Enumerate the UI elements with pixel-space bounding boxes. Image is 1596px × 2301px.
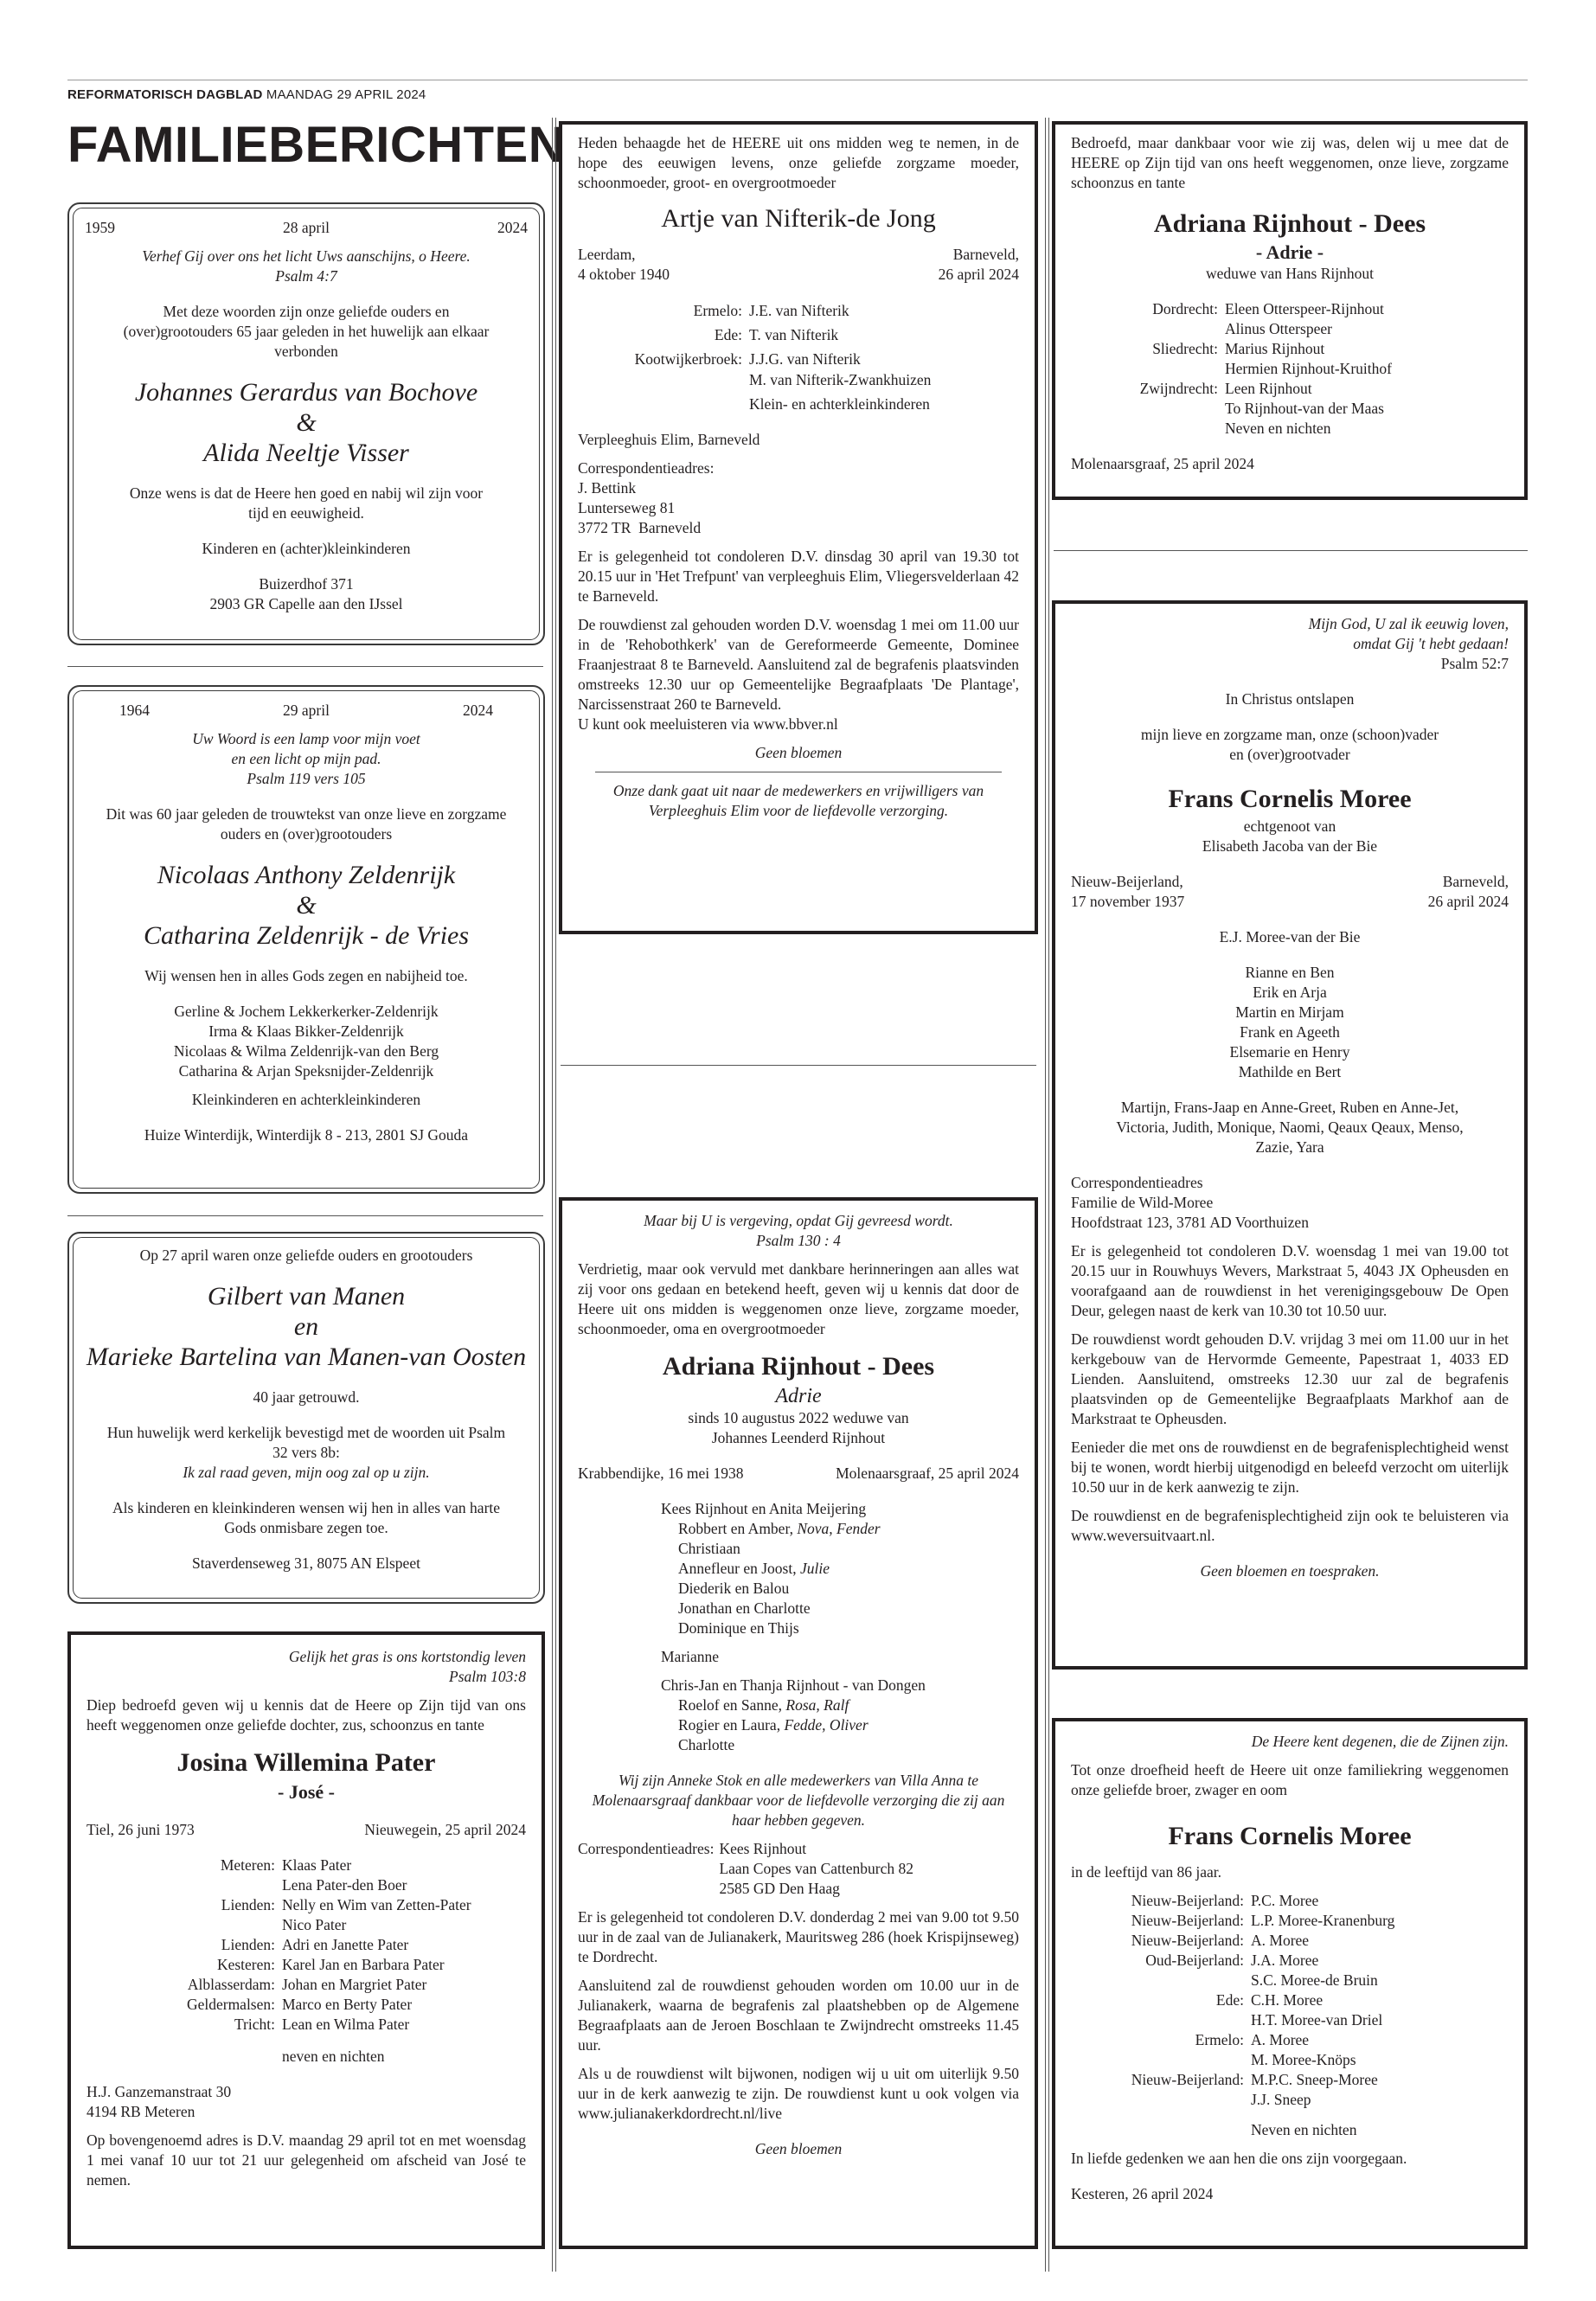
relative-name: T. van Nifterik	[749, 326, 839, 343]
year-end: 2024	[462, 702, 493, 719]
correspondence-label: Correspondentieadres:	[578, 459, 715, 477]
year-start: 1964	[119, 702, 150, 719]
newspaper-name: REFORMATORISCH DAGBLAD	[67, 87, 263, 102]
place: Dordrecht:	[1152, 300, 1218, 317]
family-line	[661, 1559, 1019, 1579]
correspondence-label: Correspondentieadres	[1071, 1174, 1203, 1191]
spouse-line-1: echtgenoot van	[1243, 817, 1336, 835]
relative-name: Marco en Berty Pater	[282, 1996, 413, 2013]
ad-van-nifterik	[559, 121, 1038, 934]
relative-row	[1123, 299, 1392, 339]
ad-rijnhout-family	[559, 1197, 1038, 2249]
relative-row	[119, 1935, 471, 1955]
widow-line: weduwe van Hans Rijnhout	[1206, 265, 1374, 282]
address-line-2: 4194 RB Meteren	[87, 2103, 195, 2120]
wish-text: Onze wens is dat de Heere hen goed en nabij wil zijn voor tijd en eeuwigheid.	[129, 484, 484, 522]
grandchildren: Kleinkinderen en achterkleinkinderen	[191, 1091, 421, 1108]
relative-name: M.P.C. Sneep-Moree	[1251, 2071, 1378, 2088]
born-date: 17 november 1937	[1071, 893, 1185, 910]
relative-name: C.H. Moree	[1251, 1991, 1324, 2009]
name-wife: Marieke Bartelina van Manen-van Oosten	[86, 1343, 527, 1371]
relative-row	[119, 2015, 471, 2035]
grandchildren: Martijn, Frans-Jaap en Anne-Greet, Ruben en Anne-Jet, Victoria, Judith, Monique, Naomi, Qeaux Qeaux, Menso, Zazie, Yara	[1116, 1099, 1464, 1156]
place: Nieuw-Beijerland:	[1131, 2071, 1244, 2088]
child-4: Catharina & Arjan Speksnijder-Zeldenrijk	[178, 1062, 434, 1080]
place: Tricht:	[234, 2016, 275, 2033]
correspondence-line: Laan Copes van Cattenburch 82	[719, 1860, 913, 1877]
condolence-text: Er is gelegenheid tot condoleren D.V. woensdag 1 mei van 19.00 tot 20.15 uur in Rouwhuys Wevers, Markstraat 5, 4043 JX Opheusden en voorafgaand aan de rouwdienst in het verenigingsgebouw De Open Deur, gelegen naast de kerk van 10.30 tot 10.50 uur.	[1071, 1242, 1509, 1319]
bible-quote: De Heere kent degenen, die de Zijnen zijn.	[1251, 1733, 1509, 1750]
family-children: Rosa, Ralf	[785, 1696, 849, 1714]
relatives-table	[1106, 1891, 1394, 2140]
family-list	[661, 1499, 1019, 1755]
family-line: Chris-Jan en Thanja Rijnhout - van Dongen	[661, 1676, 926, 1694]
relatives-table	[1123, 299, 1392, 439]
place: Ede:	[1215, 1991, 1244, 2009]
relative-row	[1123, 379, 1392, 439]
dates-row	[1071, 872, 1509, 912]
relative-row	[1106, 1951, 1394, 1990]
born: Krabbendijke, 16 mei 1938	[578, 1465, 744, 1482]
address-line-2: 2903 GR Capelle aan den IJssel	[209, 595, 403, 612]
child-2: Irma & Klaas Bikker-Zeldenrijk	[208, 1022, 404, 1040]
ad-rijnhout-inlaws	[1052, 121, 1528, 500]
relative-row	[1106, 2070, 1394, 2110]
family-line: Marianne	[661, 1648, 720, 1665]
relative-name: Johan en Margriet Pater	[282, 1976, 427, 1993]
relative-name: Eleen Otterspeer-Rijnhout	[1225, 300, 1384, 317]
intro-text: Dit was 60 jaar geleden de trouwtekst van onze lieve en zorgzame ouders en (over)grootouders	[106, 805, 507, 843]
nephews: neven en nichten	[282, 2048, 385, 2065]
relative-name: J.A. Moree	[1251, 1952, 1319, 1969]
relative-name: M. van Nifterik-Zwankhuizen	[749, 371, 932, 388]
born-place: Nieuw-Beijerland,	[1071, 873, 1183, 890]
column-divider-1b	[555, 118, 556, 2272]
relative-name: To Rijnhout-van der Maas	[1225, 400, 1384, 417]
relative-row	[119, 1856, 471, 1895]
relative-name: A. Moree	[1251, 1932, 1310, 1949]
conjunction: en	[293, 1312, 319, 1341]
bible-reference: Psalm 4:7	[275, 267, 337, 285]
address-line-1: H.J. Ganzemanstraat 30	[87, 2083, 232, 2100]
deceased-name: Adriana Rijnhout - Dees	[662, 1352, 935, 1381]
listen-text: U kunt ook meeluisteren via www.bbver.nl	[578, 715, 838, 733]
family-children: Julie	[799, 1560, 830, 1577]
attend-text: Eenieder die met ons de rouwdienst en de begrafenisplechtigheid wenst bij te wonen, wordt hierbij uitgenodigd en beleefd verzocht om uiterlijk 10.50 uur in de kerk aanwezig te zijn.	[1071, 1439, 1509, 1496]
dates-row	[87, 1820, 526, 1840]
place: Ermelo:	[1195, 2031, 1244, 2048]
correspondence-line: Familie de Wild-Moree	[1071, 1194, 1214, 1211]
header-text	[67, 87, 1528, 102]
listen-text: De rouwdienst en de begrafenisplechtigheid zijn ook te beluisteren via www.weversuitvaart.nl.	[1071, 1507, 1509, 1544]
remember-text: In liefde gedenken we aan hen die ons zijn voorgegaan.	[1071, 2150, 1407, 2167]
relative-name: Alinus Otterspeer	[1225, 320, 1332, 337]
intro-text: Tot onze droefheid heeft de Heere uit onze familiekring weggenomen onze geliefde broer, zwager en oom	[1071, 1761, 1509, 1798]
relative-row	[1106, 2030, 1394, 2070]
relative-name: Lean en Wilma Pater	[282, 2016, 410, 2033]
column-divider-1	[552, 118, 553, 2272]
widow-name: E.J. Moree-van der Bie	[1219, 928, 1361, 945]
intro-text: Diep bedroefd geven wij u kennis dat de Heere op Zijn tijd van ons heeft weggenomen onze geliefde dochter, zus, schoonzus en tante	[87, 1696, 526, 1734]
family-line: Charlotte	[678, 1736, 735, 1753]
address-line-1: Buizerdhof 371	[259, 575, 354, 593]
bible-reference: Psalm 130 : 4	[756, 1232, 841, 1249]
intro-text: Bedroefd, maar dankbaar voor wie zij was, delen wij u mee dat de HEERE op Zijn tijd van ons heeft weggenomen, onze lieve, zorgzame schoonzus en tante	[1071, 134, 1509, 191]
place: Nieuw-Beijerland:	[1131, 1912, 1244, 1929]
issue-date: MAANDAG 29 APRIL 2024	[266, 87, 426, 102]
child-3: Nicolaas & Wilma Zeldenrijk-van den Berg	[173, 1042, 439, 1060]
family-line	[661, 1715, 1019, 1735]
family-text: Roelof en Sanne,	[678, 1696, 786, 1714]
relative-name: J.E. van Nifterik	[749, 302, 849, 319]
relative-row	[1106, 1891, 1394, 1911]
years-married: 40 jaar getrouwd.	[253, 1388, 360, 1406]
nephews: Neven en nichten	[1251, 2121, 1357, 2138]
family-children: Nova, Fender	[797, 1520, 881, 1537]
relatives-table	[612, 300, 931, 414]
place: Kootwijkerbroek:	[634, 350, 742, 368]
relative-row	[1123, 339, 1392, 379]
grandchildren: Klein- en achterkleinkinderen	[749, 395, 930, 413]
service-text: De rouwdienst wordt gehouden D.V. vrijdag 3 mei om 11.00 uur in het kerkgebouw van de Hervormde Gemeente, Papestraat 1, 4033 ED Lienden. Aansluitend, omstreeks 12.30 uur zal de begrafenis plaatsvinden op de Gemeentelijke Begraafplaats Markhof aan de Markstraat te Opheusden.	[1071, 1330, 1509, 1427]
family-line: Dominique en Thijs	[678, 1619, 799, 1637]
no-flowers: Geen bloemen en toespraken.	[1200, 1562, 1380, 1580]
location: Verpleeghuis Elim, Barneveld	[578, 431, 760, 448]
relative-name: Nico Pater	[282, 1916, 347, 1933]
condolence-text: Er is gelegenheid tot condoleren D.V. donderdag 2 mei van 9.00 tot 9.50 uur in de zaal van de Julianakerk, Mauritsweg 286 (hoek Krispijnseweg) te Dordrecht.	[578, 1908, 1019, 1965]
correspondence-line: Hoofdstraat 123, 3781 AD Voorthuizen	[1071, 1214, 1309, 1231]
relative-name: Lena Pater-den Boer	[282, 1876, 407, 1894]
relative-name: M. Moree-Knöps	[1251, 2051, 1356, 2068]
footer: Kesteren, 26 april 2024	[1071, 2185, 1214, 2202]
relative-name: S.C. Moree-de Bruin	[1251, 1971, 1378, 1989]
deceased-name: Frans Cornelis Moree	[1168, 785, 1412, 813]
nickname: - Adrie -	[1255, 241, 1324, 263]
column-divider-2	[1045, 118, 1046, 2272]
relative-row	[119, 1995, 471, 2015]
relative-name: P.C. Moree	[1251, 1892, 1319, 1909]
name-husband: Gilbert van Manen	[207, 1282, 406, 1311]
born-place: Leerdam,	[578, 246, 636, 263]
separator	[1054, 550, 1528, 551]
correspondence-line: Kees Rijnhout	[719, 1840, 807, 1857]
relative-name: Klaas Pater	[282, 1856, 352, 1874]
bible-reference: Psalm 103:8	[449, 1668, 526, 1685]
page-header	[67, 80, 1528, 102]
year-start: 1959	[85, 219, 115, 236]
anniversary-date: 29 april	[283, 702, 330, 719]
dates-row	[578, 245, 1019, 285]
child: Frank en Ageeth	[1240, 1023, 1340, 1041]
child-1: Gerline & Jochem Lekkerkerker-Zeldenrijk	[174, 1003, 439, 1020]
name-wife: Catharina Zeldenrijk - de Vries	[143, 921, 470, 950]
place: Lienden:	[221, 1936, 275, 1953]
deceased-name: Josina Willemina Pater	[176, 1748, 436, 1777]
family-line: Christiaan	[678, 1540, 740, 1557]
column-divider-2b	[1048, 118, 1049, 2272]
separator	[561, 1065, 1036, 1066]
relative-row	[612, 300, 931, 321]
family-text: Robbert en Amber,	[678, 1520, 798, 1537]
relative-name: A. Moree	[1251, 2031, 1310, 2048]
relative-row	[1106, 1931, 1394, 1951]
name-husband: Nicolaas Anthony Zeldenrijk	[157, 861, 456, 889]
bible-reference: Psalm 119 vers 105	[247, 770, 366, 787]
died: Nieuwegein, 25 april 2024	[364, 1821, 526, 1838]
relative-name: Marius Rijnhout	[1225, 340, 1325, 357]
date-row	[85, 701, 528, 721]
attend-text: Als u de rouwdienst wilt bijwonen, nodigen wij u uit om uiterlijk 9.50 uur in de kerk aanwezig te zijn. De rouwdienst kunt u ook volgen via www.julianakerkdordrecht.nl/live	[578, 2065, 1019, 2122]
name-husband: Johannes Gerardus van Bochove	[134, 378, 478, 407]
place: Alblasserdam:	[187, 1976, 275, 1993]
relative-name: J.J.G. van Nifterik	[749, 350, 861, 368]
date-row	[85, 218, 528, 238]
bible-quote: Gelijk het gras is ons kortstondig leven	[288, 1648, 526, 1665]
signed-by: Kinderen en (achter)kleinkinderen	[202, 540, 411, 557]
no-flowers: Geen bloemen	[754, 744, 843, 761]
family-line	[661, 1519, 1019, 1539]
year-end: 2024	[497, 219, 528, 236]
visit-text: Op bovengenoemd adres is D.V. maandag 29 april tot en met woensdag 1 mei vanaf 10 uur tot 21 uur gelegenheid om afscheid van José te nemen.	[87, 2131, 526, 2189]
family-text: Rogier en Laura,	[678, 1716, 785, 1734]
relative-name: L.P. Moree-Kranenburg	[1251, 1912, 1395, 1929]
relative-row	[119, 1955, 471, 1975]
relative-row	[1106, 1911, 1394, 1931]
ad-moree-family	[1052, 600, 1528, 1670]
relative-name: Karel Jan en Barbara Pater	[282, 1956, 445, 1973]
bible-quote-2: omdat Gij 't hebt gedaan!	[1353, 635, 1509, 652]
deceased-name: Adriana Rijnhout - Dees	[1153, 209, 1426, 238]
ampersand: &	[296, 408, 317, 437]
ad-moree-siblings	[1052, 1718, 1528, 2249]
intro-text: mijn lieve en zorgzame man, onze (schoon)vader en (over)grootvader	[1140, 726, 1439, 763]
name-wife: Alida Neeltje Visser	[203, 439, 409, 467]
ad-van-bochove	[67, 202, 545, 645]
married-text: Hun huwelijk werd kerkelijk bevestigd met de woorden uit Psalm 32 vers 8b:	[106, 1424, 506, 1461]
asleep-text: In Christus ontslapen	[1225, 690, 1355, 708]
service-text: Aansluitend zal de rouwdienst gehouden worden om 10.00 uur in de Julianakerk, waarna de begrafenis zal plaatshebben op de Algemene Begraafplaats aan de Jeroen Boschlaan te Zwijndrecht omstreeks 11.45 uur.	[578, 1977, 1019, 2054]
family-text: Annefleur en Joost,	[678, 1560, 800, 1577]
child: Mathilde en Bert	[1238, 1063, 1342, 1080]
widow-line-2: Johannes Leenderd Rijnhout	[711, 1429, 886, 1446]
age-text: in de leeftijd van 86 jaar.	[1071, 1863, 1221, 1881]
died-date: 26 april 2024	[1427, 893, 1509, 910]
place: Lienden:	[221, 1896, 275, 1913]
service-text: De rouwdienst zal gehouden worden D.V. woensdag 1 mei om 11.00 uur in de 'Rehobothkerk' van de Gereformeerde Gemeente, Dominee Fraanjestraat 8 te Barneveld. Aansluitend zal de begrafenis plaatsvinden omstreeks 12.30 uur op Gemeentelijke Begraafplaats 'De Plantage', Narcissenstraat 260 te Barneveld.	[578, 616, 1019, 713]
place: Sliedrecht:	[1152, 340, 1218, 357]
place: Ermelo:	[693, 302, 742, 319]
place: Geldermalsen:	[186, 1996, 275, 2013]
wish-text: Wij wensen hen in alles Gods zegen en nabijheid toe.	[144, 967, 468, 984]
footer: Molenaarsgraaf, 25 april 2024	[1071, 455, 1254, 472]
born: Tiel, 26 juni 1973	[87, 1821, 195, 1838]
deceased-name: Artje van Nifterik-de Jong	[661, 204, 936, 233]
ad-van-manen	[67, 1232, 545, 1604]
place: Nieuw-Beijerland:	[1131, 1932, 1244, 1949]
address: Staverdenseweg 31, 8075 AN Elspeet	[192, 1554, 420, 1572]
relative-name: Hermien Rijnhout-Kruithof	[1225, 360, 1392, 377]
correspondence	[578, 1839, 913, 1899]
died: Molenaarsgraaf, 25 april 2024	[836, 1465, 1019, 1482]
ampersand: &	[296, 891, 317, 920]
died-place: Barneveld,	[1442, 873, 1509, 890]
family-line	[661, 1695, 1019, 1715]
nickname: - José -	[278, 1781, 335, 1803]
place: Zwijndrecht:	[1139, 380, 1218, 397]
bible-quote: Maar bij U is vergeving, opdat Gij gevreesd wordt.	[644, 1212, 953, 1229]
thanks-text: Wij zijn Anneke Stok en alle medewerkers van Villa Anna te Molenaarsgraaf dankbaar voor de liefdevolle verzorging die zij aan haar hebben gegeven.	[592, 1772, 1005, 1829]
relative-row	[1106, 1990, 1394, 2030]
relative-row	[119, 1895, 471, 1935]
section-title: FAMILIEBERICHTEN	[67, 117, 566, 173]
place: Oud-Beijerland:	[1145, 1952, 1244, 1969]
ad-zeldenrijk	[67, 685, 545, 1194]
family-children: Fedde, Oliver	[784, 1716, 869, 1734]
relative-name: Neven en nichten	[1225, 420, 1331, 437]
nickname: Adrie	[775, 1385, 822, 1407]
child: Erik en Arja	[1253, 984, 1327, 1001]
address: Huize Winterdijk, Winterdijk 8 - 213, 2801 SJ Gouda	[144, 1126, 469, 1144]
intro-text: Op 27 april waren onze geliefde ouders en grootouders	[139, 1247, 473, 1264]
child: Elsemarie en Henry	[1229, 1043, 1350, 1061]
relative-name: Adri en Janette Pater	[282, 1936, 409, 1953]
bible-quote-1: Mijn God, U zal ik eeuwig loven,	[1308, 615, 1509, 632]
relative-name: Nelly en Wim van Zetten-Pater	[282, 1896, 471, 1913]
deceased-name: Frans Cornelis Moree	[1168, 1822, 1412, 1850]
verse-text: Ik zal raad geven, mijn oog zal op u zijn.	[183, 1464, 430, 1481]
intro-text: Met deze woorden zijn onze geliefde ouders en (over)grootouders 65 jaar geleden in het huwelijk aan elkaar verbonden	[123, 303, 490, 360]
separator	[67, 1215, 543, 1216]
family-line: Kees Rijnhout en Anita Meijering	[661, 1500, 867, 1517]
relative-row	[612, 321, 931, 345]
anniversary-date: 28 april	[283, 219, 330, 236]
bible-quote-2: en een licht op mijn pad.	[231, 750, 381, 767]
place: Ede:	[714, 326, 742, 343]
correspondence-line: 3772 TR Barneveld	[578, 519, 702, 536]
separator	[67, 666, 543, 667]
relative-name: J.J. Sneep	[1251, 2091, 1311, 2108]
place: Kesteren:	[216, 1956, 275, 1973]
spouse-line-2: Elisabeth Jacoba van der Bie	[1202, 837, 1378, 855]
correspondence-label: Correspondentieadres:	[578, 1840, 715, 1857]
child: Martin en Mirjam	[1235, 1003, 1344, 1021]
family-line: Jonathan en Charlotte	[678, 1599, 811, 1617]
dates-row	[578, 1464, 1019, 1484]
relative-row	[612, 390, 931, 414]
relative-row	[612, 345, 931, 390]
child: Rianne en Ben	[1245, 964, 1335, 981]
bible-quote-1: Uw Woord is een lamp voor mijn voet	[192, 730, 420, 747]
place: Meteren:	[220, 1856, 275, 1874]
intro-text: Heden behaagde het de HEERE uit ons midden weg te nemen, in de hope des eeuwigen levens, onze geliefde zorgzame moeder, schoonmoeder, groot- en overgrootmoeder	[578, 134, 1019, 191]
no-flowers: Geen bloemen	[754, 2140, 843, 2157]
condolence-text: Er is gelegenheid tot condoleren D.V. dinsdag 30 april van 19.30 tot 20.15 uur in 'Het Trefpunt' van verpleeghuis Elim, Vliegersvelderlaan 42 te Barneveld.	[578, 548, 1019, 605]
born-date: 4 oktober 1940	[578, 266, 670, 283]
place: Nieuw-Beijerland:	[1131, 1892, 1244, 1909]
relative-name: Leen Rijnhout	[1225, 380, 1312, 397]
relatives-table	[119, 1856, 471, 2067]
correspondence-line: 2585 GD Den Haag	[719, 1880, 840, 1897]
correspondence-line: Lunterseweg 81	[578, 499, 676, 516]
bible-reference: Psalm 52:7	[1440, 655, 1509, 672]
thanks-text: Onze dank gaat uit naar de medewerkers en vrijwilligers van Verpleeghuis Elim voor de liefdevolle verzorging.	[612, 782, 984, 819]
relative-row	[119, 1975, 471, 1995]
intro-text: Verdrietig, maar ook vervuld met dankbare herinneringen aan alles wat zij voor ons gedaan en betekend heeft, geven wij u kennis dat door de Heere uit ons midden is weggenomen onze lieve, zorgzame moeder, schoonmoeder, oma en overgrootmoeder	[578, 1260, 1019, 1337]
died-place: Barneveld,	[952, 246, 1019, 263]
wish-text: Als kinderen en kleinkinderen wensen wij hen in alles van harte Gods onmisbare zegen toe.	[112, 1499, 501, 1536]
correspondence-line: J. Bettink	[578, 479, 637, 497]
widow-line-1: sinds 10 augustus 2022 weduwe van	[688, 1409, 909, 1426]
ad-pater	[67, 1631, 545, 2249]
family-line: Diederik en Balou	[678, 1580, 790, 1597]
relative-name: H.T. Moree-van Driel	[1251, 2011, 1383, 2029]
bible-quote: Verhef Gij over ons het licht Uws aanschijns, o Heere.	[142, 247, 471, 265]
died-date: 26 april 2024	[938, 266, 1019, 283]
